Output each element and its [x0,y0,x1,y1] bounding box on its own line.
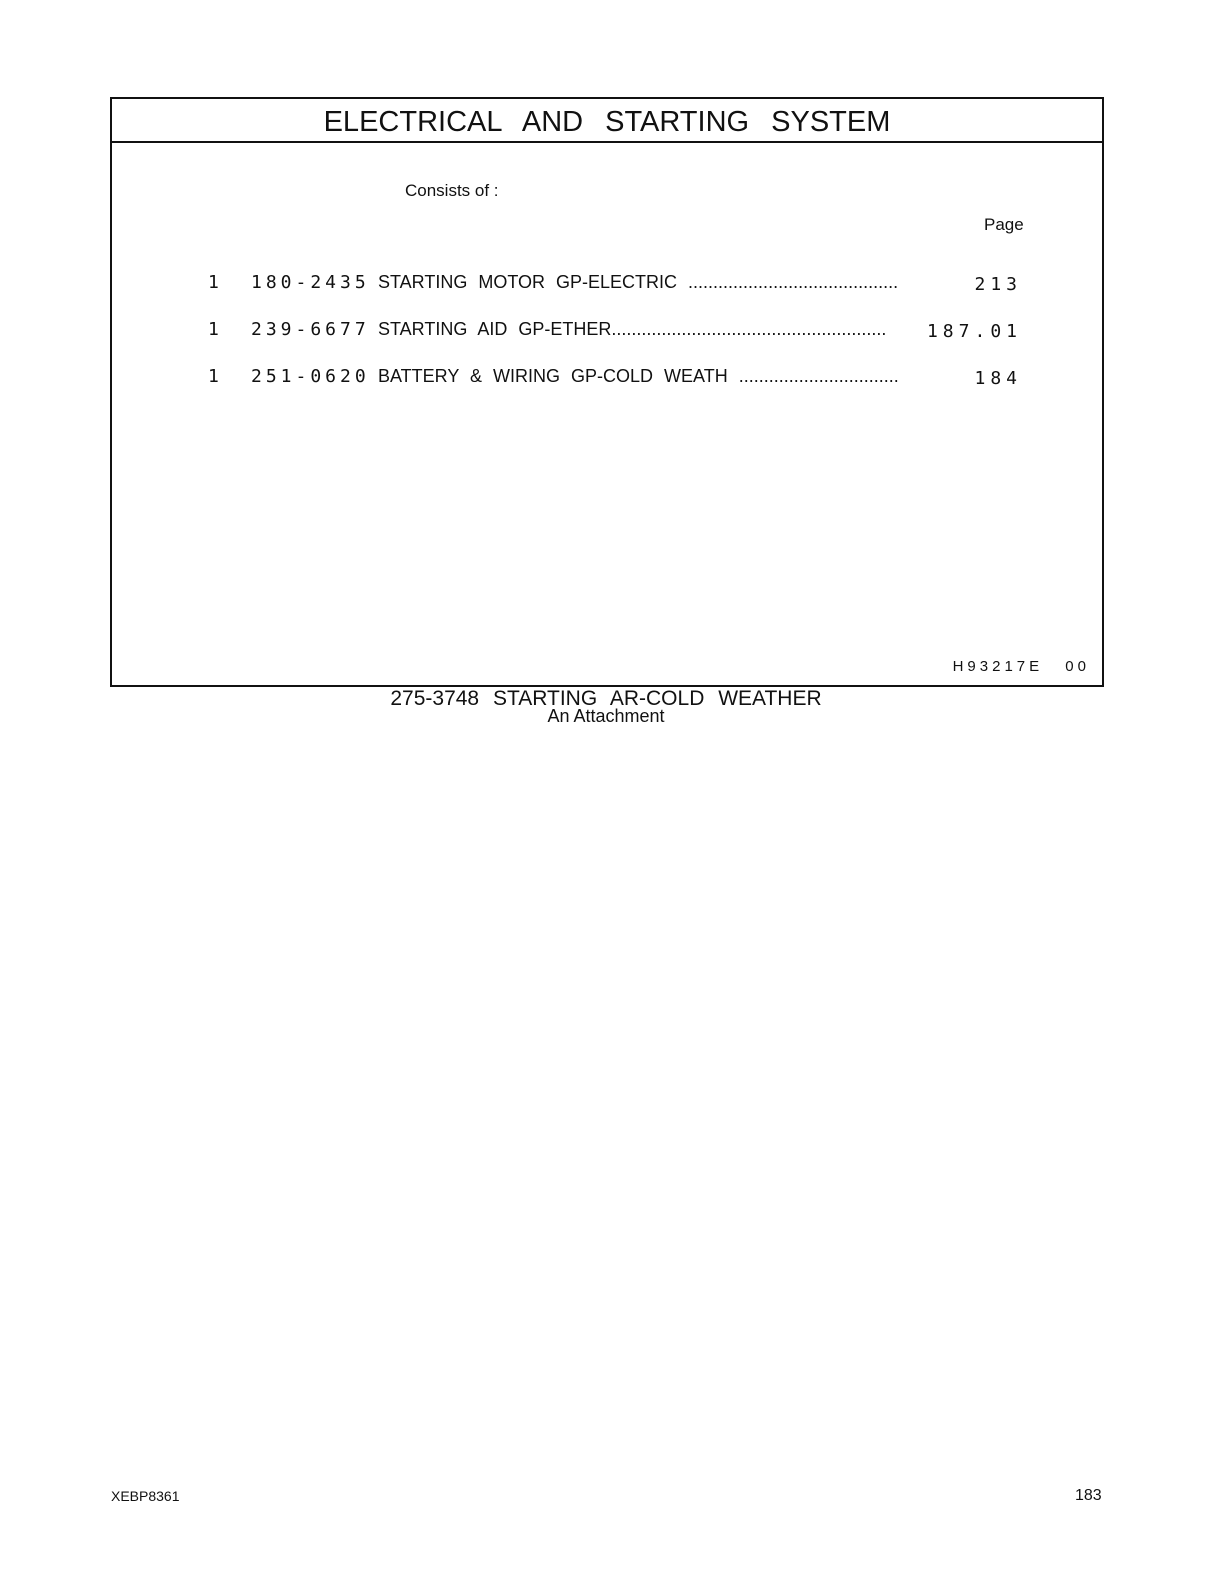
consists-of-label: Consists of : [405,181,499,200]
page-column-header: Page [984,215,1024,234]
part-number: 239-6677 [251,319,370,340]
illustration-code: H93217E 00 [952,658,1090,675]
page-reference: 187.01 [926,321,1022,342]
content-frame [110,97,1104,687]
quantity: 1 [208,366,219,387]
section-title: ELECTRICAL AND STARTING SYSTEM [112,99,1102,143]
part-number: 251-0620 [251,366,370,387]
group-subcaption: An Attachment [547,706,665,726]
description-text: STARTING AID GP-ETHER [378,319,612,339]
leader-dots: .......................................... [688,272,899,292]
quantity: 1 [208,272,219,293]
group-caption: 275-3748 STARTING AR-COLD WEATHER [390,687,822,710]
leader-dots: ....................................................... [611,319,887,339]
parts-row [112,317,1102,343]
document-id: XEBP8361 [111,1488,180,1504]
leader-dots: ................................ [738,366,899,386]
description-text: BATTERY & WIRING GP-COLD WEATH [378,366,728,386]
page-number: 183 [1075,1487,1102,1504]
part-description [378,366,908,387]
page-reference: 184 [974,368,1022,389]
part-number: 180-2435 [251,272,370,293]
page-reference: 213 [974,274,1022,295]
part-description [378,272,908,293]
parts-row [112,364,1102,390]
parts-row [112,270,1102,296]
part-description [378,319,908,340]
quantity: 1 [208,319,219,340]
description-text: STARTING MOTOR GP-ELECTRIC [378,272,678,292]
